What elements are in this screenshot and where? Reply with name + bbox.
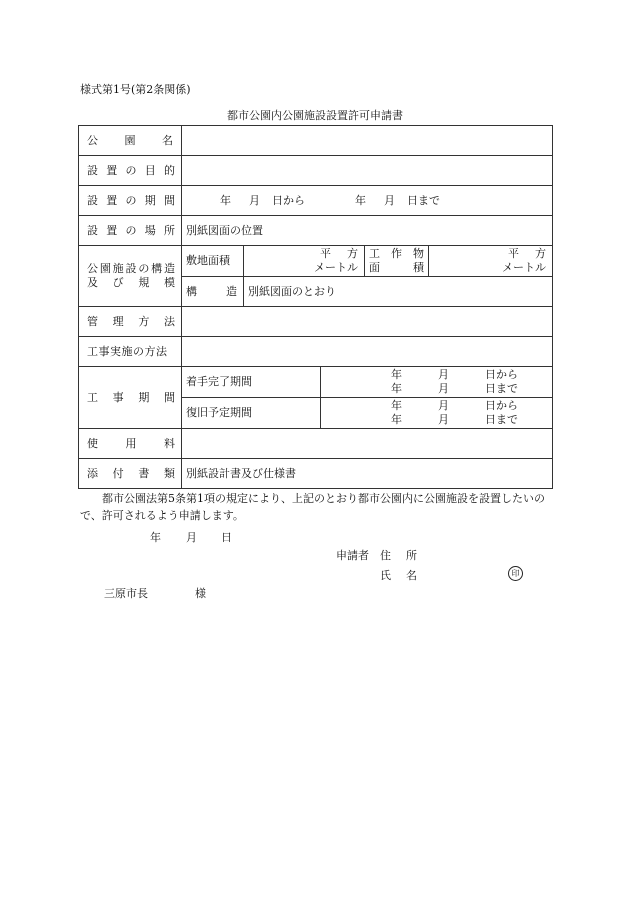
name-label-2: 名 <box>406 569 417 582</box>
period-label: 設 置 の 期 間 <box>79 186 182 216</box>
fee-label: 使 用 料 <box>79 429 182 459</box>
date-year: 年 <box>150 531 161 544</box>
structure-value[interactable]: 別紙図面のとおり <box>244 277 553 307</box>
recipient-title: 三原市長 <box>104 587 148 600</box>
construction-method-label: 工事実施の方法 <box>79 337 182 367</box>
name-label-1: 氏 <box>380 569 391 582</box>
applicant-label: 申請者 <box>336 549 369 562</box>
date-day: 日 <box>221 531 232 544</box>
structure-area-label: 工 作 物 面 積 <box>365 246 429 277</box>
date-month: 月 <box>186 531 197 544</box>
site-area-label: 敷地面積 <box>182 246 244 277</box>
document-title: 都市公園内公園施設設置許可申請書 <box>227 109 403 122</box>
structure-scale-label: 公 園 施 設 の 構 造 及 び 規 模 <box>79 246 182 307</box>
application-form-table <box>78 125 553 489</box>
row-period <box>79 186 553 216</box>
restore-label: 復旧予定期間 <box>182 398 321 429</box>
structure-area-value[interactable]: 平 方 メートル <box>429 246 553 277</box>
row-work-start <box>79 367 553 398</box>
attachments-value[interactable]: 別紙設計書及び仕様書 <box>182 459 553 489</box>
recipient-honorific: 様 <box>195 587 206 600</box>
location-label: 設 置 の 場 所 <box>79 216 182 246</box>
row-attachments <box>79 459 553 489</box>
row-fee <box>79 429 553 459</box>
work-start-value[interactable]: 年 月 日から 年 月 日まで <box>321 367 553 398</box>
construction-method-value[interactable] <box>182 337 553 367</box>
form-number: 様式第1号(第2条関係) <box>80 83 191 96</box>
row-area <box>79 246 553 277</box>
row-purpose <box>79 156 553 186</box>
row-park-name <box>79 126 553 156</box>
park-name-label: 公 園 名 <box>79 126 182 156</box>
purpose-label: 設 置 の 目 的 <box>79 156 182 186</box>
declaration-text: 都市公園法第5条第1項の規定により、上記のとおり都市公園内に公園施設を設置したいので、許可されるよう申請します。 <box>80 492 545 523</box>
address-label-1: 住 <box>380 549 391 562</box>
work-start-label: 着手完了期間 <box>182 367 321 398</box>
structure-label: 構 造 <box>182 277 244 307</box>
row-location <box>79 216 553 246</box>
row-management <box>79 307 553 337</box>
fee-value[interactable] <box>182 429 553 459</box>
site-area-value[interactable]: 平 方 メートル <box>244 246 365 277</box>
purpose-value[interactable] <box>182 156 553 186</box>
period-value[interactable]: 年 月 日から 年 月 日まで <box>182 186 553 216</box>
work-period-label: 工 事 期 間 <box>79 367 182 429</box>
park-name-value[interactable] <box>182 126 553 156</box>
address-label-2: 所 <box>406 549 417 562</box>
attachments-label: 添 付 書 類 <box>79 459 182 489</box>
seal-mark: 印 <box>508 566 523 581</box>
row-construction-method <box>79 337 553 367</box>
restore-value[interactable]: 年 月 日から 年 月 日まで <box>321 398 553 429</box>
management-label: 管 理 方 法 <box>79 307 182 337</box>
location-value[interactable]: 別紙図面の位置 <box>182 216 553 246</box>
management-value[interactable] <box>182 307 553 337</box>
